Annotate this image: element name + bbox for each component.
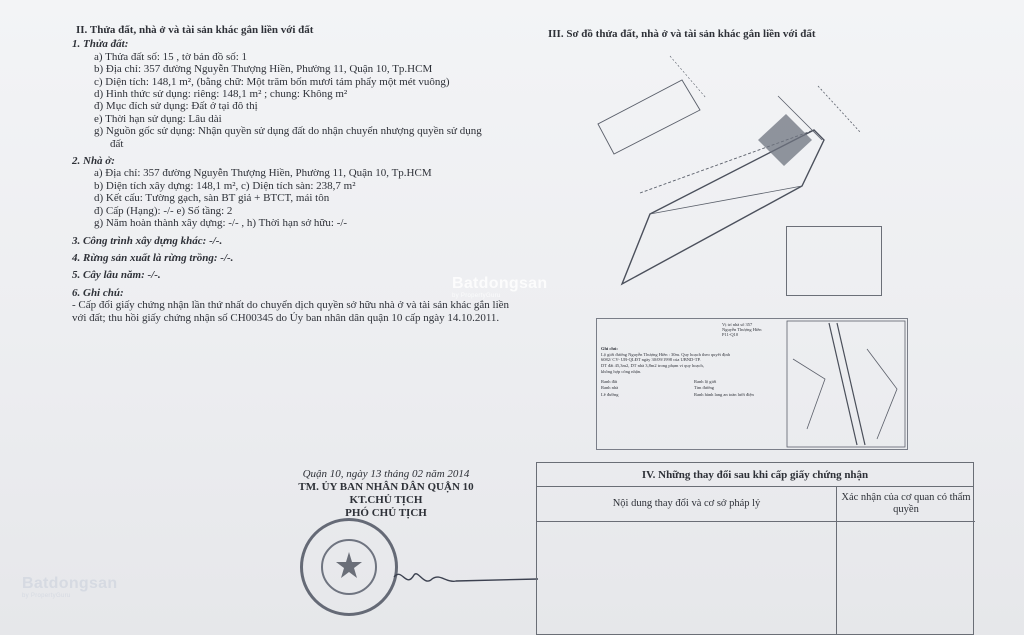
map-note-1: Lộ giới đường Nguyễn Thượng Hiền : 30m. Quy hoạch theo quyết định: [601, 351, 731, 357]
house-heading: 2. Nhà ở:: [72, 155, 115, 168]
land-dd: đ) Mục đích sử dụng: Đất ở tại đô thị: [94, 100, 258, 113]
map-notes: [601, 346, 779, 398]
house-d: d) Kết cấu: Tường gạch, sàn BT giả + BTCT, mái tôn: [94, 192, 330, 205]
watermark-brand-2: Batdongsan: [22, 575, 118, 592]
coordinate-table: [786, 226, 882, 296]
table-col-confirm-header: Xác nhận của cơ quan có thẩm quyền: [837, 487, 975, 522]
land-g1: g) Nguồn gốc sử dụng: Nhận quyền sử dụng đất do nhận chuyển nhượng quyền sử dụng: [94, 125, 482, 138]
watermark-sub-2: by PropertyGuru: [22, 593, 71, 599]
land-c: c) Diện tích: 148,1 m², (bằng chữ: Một trăm bốn mươi tám phẩy một mét vuông): [94, 75, 450, 88]
map-legend: [601, 379, 779, 398]
section-4-table: [536, 462, 974, 635]
map-note-4: không hợp công nhận.: [601, 368, 642, 374]
table-col-confirm: [837, 487, 975, 634]
sign-role1: KT.CHỦ TỊCH: [349, 494, 423, 506]
land-g2: đất: [110, 137, 124, 150]
legend-item: Ranh hành lang an toàn lưới điện: [694, 391, 754, 397]
legend-item: Tim đường: [694, 385, 715, 391]
house-g: g) Năm hoàn thành xây dựng: -/- , h) Thời hạn sở hữu: -/-: [94, 217, 348, 230]
land-e: e) Thời hạn sử dụng: Lâu dài: [94, 112, 222, 125]
watermark-logo: [452, 275, 547, 299]
official-seal-icon: [300, 518, 398, 616]
item-6: 6. Ghi chú:: [72, 286, 124, 299]
section-3-title: III. Sơ đồ thửa đất, nhà ở và tài sản khác gắn liền với đất: [548, 28, 816, 40]
table-col-changes: [537, 487, 837, 634]
map-title-2: Nguyễn Thượng Hiền: [722, 327, 762, 332]
legend-item: Ranh đất: [601, 378, 618, 384]
watermark-sub: by PropertyGuru: [452, 293, 501, 299]
map-note-3: DT đất 45,3m2, DT nhà 3,8m2 trong phạm vi quy hoạch,: [601, 363, 704, 369]
signature-icon: [392, 565, 542, 595]
land-b: b) Địa chỉ: 357 đường Nguyễn Thượng Hiền, Phường 11, Quận 10, Tp.HCM: [94, 63, 433, 76]
legend-item: Lề đường: [601, 391, 619, 397]
land-d: d) Hình thức sử dụng: riêng: 148,1 m² ; chung: Không m²: [94, 88, 348, 101]
note-text: - Cấp đổi giấy chứng nhận lần thứ nhất do chuyển dịch quyền sở hữu nhà ở và tài sản khác gắn liền với đất; thu hồi giấy chứng nhận số CH00345 do Ủy ban nhân dân quận 10 cấp ngày 14.10.2011.: [72, 299, 510, 324]
signature-block: [236, 468, 536, 520]
legend-item: Ranh lộ giới: [694, 378, 717, 384]
map-title-1: Vị trí nhà số 357: [722, 322, 753, 327]
map-title: [722, 322, 761, 337]
item-3: 3. Công trình xây dựng khác: -/-.: [72, 234, 223, 247]
house-dd: đ) Cấp (Hạng): -/- e) Số tầng: 2: [94, 204, 233, 217]
table-col-changes-header: Nội dung thay đổi và cơ sở pháp lý: [537, 487, 836, 522]
item-4: 4. Rừng sản xuất là rừng trồng: -/-.: [72, 251, 234, 264]
item-5: 5. Cây lâu năm: -/-.: [72, 269, 161, 282]
house-b: b) Diện tích xây dựng: 148,1 m², c) Diện tích sàn: 238,7 m²: [94, 179, 356, 192]
map-note-heading: Ghi chú:: [601, 346, 618, 351]
house-a: a) Địa chỉ: 357 đường Nguyễn Thượng Hiền, Phường 11, Quận 10, Tp.HCM: [94, 167, 432, 180]
land-a: a) Thửa đất số: 15 , tờ bản đồ số: 1: [94, 50, 248, 63]
legend-item: Ranh nhà: [601, 385, 619, 391]
sign-date: Quận 10, ngày 13 tháng 02 năm 2014: [302, 468, 470, 480]
map-note-2: 6082/ CV- UB-QLĐT ngày 30/09/1998 của UBND-TP.: [601, 357, 701, 363]
section-4-title: IV. Những thay đổi sau khi cấp giấy chứng nhận: [537, 463, 973, 487]
sign-org: TM. ỦY BAN NHÂN DÂN QUẬN 10: [298, 481, 474, 493]
map-title-3: P11-Q10: [722, 332, 739, 337]
section-2-title: II. Thửa đất, nhà ở và tài sản khác gắn liền với đất: [76, 24, 314, 36]
watermark-brand: Batdongsan: [452, 275, 548, 292]
sign-role2: PHÓ CHỦ TỊCH: [345, 507, 427, 519]
watermark-logo-2: [22, 575, 117, 599]
land-heading: 1. Thửa đất:: [72, 38, 129, 51]
